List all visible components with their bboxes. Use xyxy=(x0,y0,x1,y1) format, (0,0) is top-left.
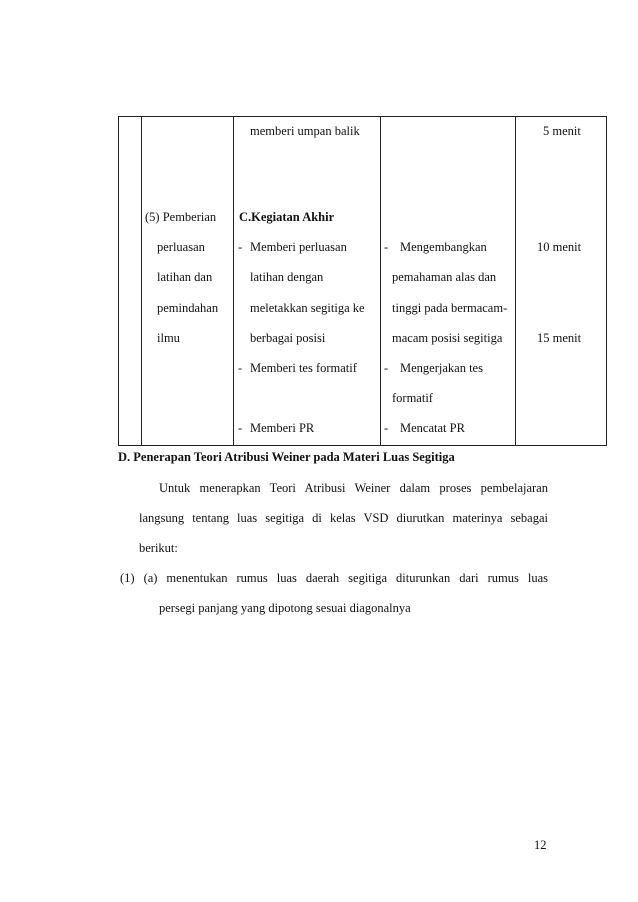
table-border-top xyxy=(118,116,607,117)
paragraph-line-1: Untuk menerapkan Teori Atribusi Weiner dalam proses pembelajaran xyxy=(159,481,548,495)
kegiatan-item-1-line-2: latihan dengan xyxy=(250,270,324,284)
siswa-item-1-line-2: pemahaman alas dan xyxy=(392,270,497,284)
kegiatan-item-1-line-4: berbagai posisi xyxy=(250,331,326,345)
table-border-left xyxy=(118,116,119,446)
siswa-item-3-line-1: Mencatat PR xyxy=(400,421,465,435)
paragraph-line-3: berikut: xyxy=(139,541,178,555)
list-item-line-2: persegi panjang yang dipotong sesuai diagonalnya xyxy=(159,601,411,615)
siswa-item-3-dash: - xyxy=(384,421,389,435)
kegiatan-item-3-line-1: Memberi PR xyxy=(250,421,315,435)
table-cell-kegiatan-row1: memberi umpan balik xyxy=(250,124,360,138)
kegiatan-item-2-dash: - xyxy=(238,361,243,375)
table-border-right xyxy=(606,116,607,446)
table-column-divider-3 xyxy=(380,116,381,446)
kegiatan-item-1-line-3: meletakkan segitiga ke xyxy=(250,301,365,315)
table-cell-waktu-row1: 5 menit xyxy=(543,124,581,138)
list-item-line-1: (1) (a) menentukan rumus luas daerah segitiga diturunkan dari rumus luas xyxy=(120,571,548,585)
page-number: 12 xyxy=(534,838,547,852)
table-column-divider-1 xyxy=(141,116,142,446)
siswa-item-1-dash: - xyxy=(384,240,389,254)
table-column-divider-4 xyxy=(515,116,516,446)
kegiatan-item-2-line-1: Memberi tes formatif xyxy=(250,361,357,375)
tahap-line-2: perluasan xyxy=(157,240,205,254)
tahap-line-5: ilmu xyxy=(157,331,180,345)
kegiatan-item-1-dash: - xyxy=(238,240,243,254)
waktu-row2-2: 15 menit xyxy=(537,331,582,345)
siswa-item-2-line-2: formatif xyxy=(392,391,433,405)
paragraph-line-2: langsung tentang luas segitiga di kelas VSD diurutkan materinya sebagai xyxy=(139,511,548,525)
waktu-row2-1: 10 menit xyxy=(537,240,582,254)
table-border-bottom xyxy=(118,445,607,446)
siswa-item-1-line-3: tinggi pada bermacam- xyxy=(392,301,508,315)
table-column-divider-2 xyxy=(233,116,234,446)
tahap-line-1: (5) Pemberian xyxy=(145,210,217,224)
kegiatan-akhir-heading: C.Kegiatan Akhir xyxy=(239,210,335,224)
kegiatan-item-3-dash: - xyxy=(238,421,243,435)
section-heading: D. Penerapan Teori Atribusi Weiner pada Materi Luas Segitiga xyxy=(118,450,455,464)
tahap-line-3: latihan dan xyxy=(157,270,213,284)
siswa-item-2-dash: - xyxy=(384,361,389,375)
siswa-item-1-line-1: Mengembangkan xyxy=(400,240,487,254)
siswa-item-1-line-4: macam posisi segitiga xyxy=(392,331,503,345)
tahap-line-4: pemindahan xyxy=(157,301,219,315)
kegiatan-item-1-line-1: Memberi perluasan xyxy=(250,240,347,254)
siswa-item-2-line-1: Mengerjakan tes xyxy=(400,361,483,375)
